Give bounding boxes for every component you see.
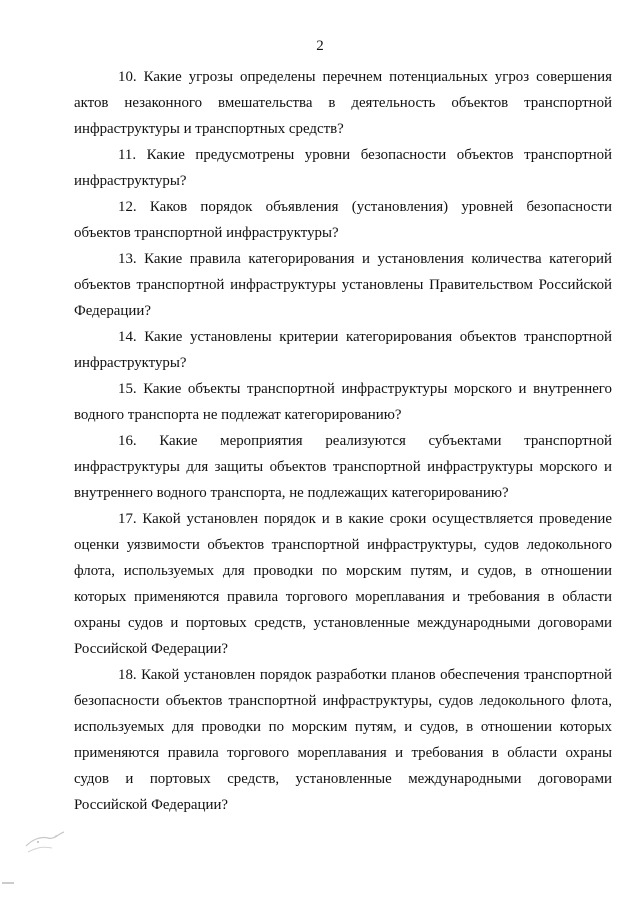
scan-smudge xyxy=(18,818,78,858)
question-11: 11. Какие предусмотрены уровни безопасности объектов транспортной инфраструктуры? xyxy=(74,147,612,189)
question-14: 14. Какие установлены критерии категорирования объектов транспортной инфраструктуры? xyxy=(74,329,612,371)
question-16: 16. Какие мероприятия реализуются субъектами транспортной инфраструктуры для защиты объектов транспортной инфраструктуры морского и внутреннего водного транспорта, не подлежащих категорированию? xyxy=(74,433,612,501)
scan-edge-mark xyxy=(2,880,42,886)
page-number: 2 xyxy=(316,38,324,54)
question-12: 12. Каков порядок объявления (установления) уровней безопасности объектов транспортной инфраструктуры? xyxy=(74,199,612,241)
question-list xyxy=(74,64,612,818)
question-18: 18. Какой установлен порядок разработки планов обеспечения транспортной безопасности объектов транспортной инфраструктуры, судов ледокольного флота, используемых для проводки по морским путям, и судов, в отношении которых применяются правила торгового мореплавания и требования в области охраны судов и портовых средств, установленные международными договорами Российской Федерации? xyxy=(74,667,612,813)
question-17: 17. Какой установлен порядок и в какие сроки осуществляется проведение оценки уязвимости объектов транспортной инфраструктуры, судов ледокольного флота, используемых для проводки по морским путям, и судов, в отношении которых применяются правила торгового мореплавания и требования в области охраны судов и портовых средств, установленные международными договорами Российской Федерации? xyxy=(74,511,612,657)
question-13: 13. Какие правила категорирования и установления количества категорий объектов транспортной инфраструктуры установлены Правительством Российской Федерации? xyxy=(74,251,612,319)
question-10: 10. Какие угрозы определены перечнем потенциальных угроз совершения актов незаконного вмешательства в деятельность объектов транспортной инфраструктуры и транспортных средств? xyxy=(74,69,612,137)
question-15: 15. Какие объекты транспортной инфраструктуры морского и внутреннего водного транспорта не подлежат категорированию? xyxy=(74,381,612,423)
